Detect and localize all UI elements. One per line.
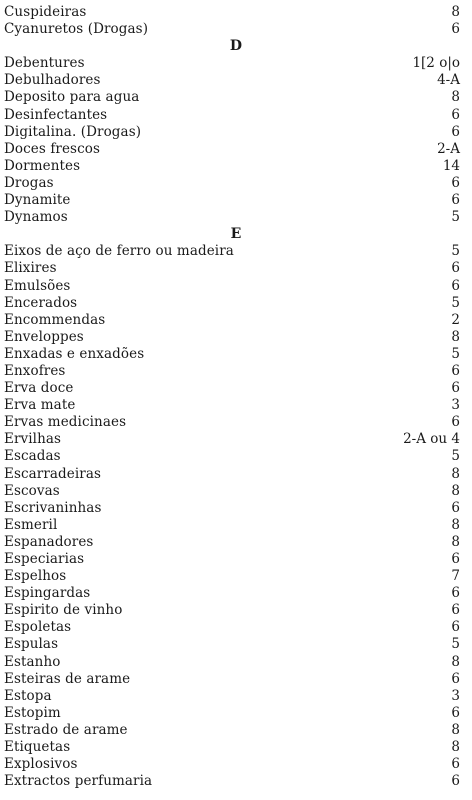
list-item xyxy=(4,517,460,534)
list-item xyxy=(4,568,460,585)
item-class-value: 6 xyxy=(451,380,460,397)
list-item xyxy=(4,551,460,568)
item-class-value: 6 xyxy=(451,277,460,294)
item-name: Deposito para agua xyxy=(4,89,140,106)
item-class-value: 5 xyxy=(451,243,460,260)
list-item xyxy=(4,688,460,705)
list-item xyxy=(4,329,460,346)
item-name: Encerados xyxy=(4,294,78,311)
list-item xyxy=(4,466,460,483)
item-class-value: 8 xyxy=(451,465,460,482)
item-name: Debulhadores xyxy=(4,72,101,89)
item-name: Espulas xyxy=(4,636,59,653)
item-name: Escovas xyxy=(4,482,60,499)
list-item xyxy=(4,739,460,756)
list-item xyxy=(4,312,460,329)
item-class-value: 14 xyxy=(442,157,460,174)
item-name: Drogas xyxy=(4,174,54,191)
item-name: Ervilhas xyxy=(4,431,62,448)
item-class-value: 5 xyxy=(451,448,460,465)
item-name: Explosivos xyxy=(4,756,78,773)
list-item xyxy=(4,363,460,380)
item-name: Espelhos xyxy=(4,568,67,585)
item-class-value: 8 xyxy=(451,482,460,499)
item-name: Cyanuretos (Drogas) xyxy=(4,21,149,38)
list-item xyxy=(4,243,460,260)
item-name: Escarradeiras xyxy=(4,465,102,482)
item-class-value: 6 xyxy=(451,174,460,191)
list-item xyxy=(4,534,460,551)
item-class-value: 6 xyxy=(451,619,460,636)
list-item xyxy=(4,55,460,72)
item-name: Estopa xyxy=(4,687,52,704)
list-item xyxy=(4,346,460,363)
item-name: Escrivaninhas xyxy=(4,499,102,516)
item-name: Especiarias xyxy=(4,551,85,567)
item-name: Enveloppes xyxy=(4,328,84,345)
item-class-value: 6 xyxy=(451,123,460,140)
item-name: Espingardas xyxy=(4,585,91,602)
item-class-value: 8 xyxy=(451,328,460,345)
list-item xyxy=(4,654,460,671)
item-name: Doces frescos xyxy=(4,140,101,157)
item-name: Estrado de arame xyxy=(4,721,128,738)
list-item xyxy=(4,602,460,619)
item-class-value: 6 xyxy=(451,551,460,567)
item-name: Estanho xyxy=(4,653,61,670)
section-heading: D xyxy=(229,38,243,55)
item-name: Debentures xyxy=(4,55,85,72)
item-class-value: 3 xyxy=(451,687,460,704)
list-item xyxy=(4,500,460,517)
list-item xyxy=(4,397,460,414)
item-class-value: 6 xyxy=(451,585,460,602)
list-item xyxy=(4,448,460,465)
list-item xyxy=(4,278,460,295)
item-class-value: 1[2 o|o xyxy=(412,55,460,72)
list-item xyxy=(4,107,460,124)
item-class-value: 8 xyxy=(451,653,460,670)
item-class-value: 7 xyxy=(451,568,460,585)
item-class-value: 8 xyxy=(451,533,460,550)
item-name: Eixos de aço de ferro ou madeira xyxy=(4,243,234,260)
item-name: Cuspideiras xyxy=(4,4,87,20)
item-name: Erva doce xyxy=(4,380,74,397)
item-class-value: 5 xyxy=(451,209,460,226)
list-item xyxy=(4,414,460,431)
item-name: Esteiras de arame xyxy=(4,670,131,687)
item-name: Enxadas e enxadões xyxy=(4,345,145,362)
item-class-value: 6 xyxy=(451,670,460,687)
list-item xyxy=(4,619,460,636)
section-heading: E xyxy=(230,226,242,243)
item-name: Espoletas xyxy=(4,619,72,636)
item-class-value: 5 xyxy=(451,636,460,653)
item-class-value: 4-A xyxy=(437,72,460,89)
item-class-value: 6 xyxy=(451,602,460,619)
list-item xyxy=(4,4,460,21)
list-item xyxy=(4,773,460,790)
list-item xyxy=(4,21,460,38)
item-name: Desinfectantes xyxy=(4,106,108,123)
item-class-value: 6 xyxy=(451,362,460,379)
item-class-value: 3 xyxy=(451,397,460,414)
item-class-value: 2 xyxy=(451,311,460,328)
item-class-value: 6 xyxy=(451,414,460,431)
item-class-value: 6 xyxy=(451,192,460,209)
item-class-value: 6 xyxy=(451,704,460,721)
item-class-value: 6 xyxy=(451,106,460,123)
item-name: Erva mate xyxy=(4,397,76,414)
list-item xyxy=(4,483,460,500)
item-class-value: 8 xyxy=(451,89,460,106)
item-class-value: 6 xyxy=(451,756,460,773)
item-class-value: 8 xyxy=(451,721,460,738)
item-name: Extractos perfumaria xyxy=(4,773,153,790)
list-item xyxy=(4,722,460,739)
item-class-value: 6 xyxy=(451,499,460,516)
item-name: Ervas medicinaes xyxy=(4,414,127,431)
item-class-value: 8 xyxy=(451,4,460,20)
list-item xyxy=(4,89,460,106)
list-item xyxy=(4,260,460,277)
item-class-value: 6 xyxy=(451,21,460,38)
list-item xyxy=(4,431,460,448)
list-item xyxy=(4,585,460,602)
item-class-value: 8 xyxy=(451,516,460,533)
item-class-value: 6 xyxy=(451,773,460,790)
list-item xyxy=(4,756,460,773)
item-class-value: 8 xyxy=(451,739,460,756)
list-item xyxy=(4,72,460,89)
item-class-value: 2-A xyxy=(437,140,460,157)
item-name: Etiquetas xyxy=(4,739,71,756)
item-name: Dynamos xyxy=(4,209,68,226)
item-name: Emulsões xyxy=(4,277,71,294)
list-item xyxy=(4,175,460,192)
item-name: Dynamite xyxy=(4,192,71,209)
item-name: Estopim xyxy=(4,704,61,721)
item-name: Espanadores xyxy=(4,533,94,550)
item-class-value: 5 xyxy=(451,294,460,311)
item-name: Espirito de vinho xyxy=(4,602,123,619)
item-class-value: 5 xyxy=(451,345,460,362)
list-item xyxy=(4,141,460,158)
list-item xyxy=(4,192,460,209)
item-name: Digitalina. (Drogas) xyxy=(4,123,142,140)
item-class-value: 2-A ou 4 xyxy=(403,431,460,448)
list-item xyxy=(4,295,460,312)
item-name: Encommendas xyxy=(4,311,106,328)
item-name: Dormentes xyxy=(4,157,81,174)
item-name: Enxofres xyxy=(4,362,66,379)
list-item xyxy=(4,209,460,226)
list-item xyxy=(4,158,460,175)
item-name: Esmeril xyxy=(4,516,58,533)
list-item xyxy=(4,380,460,397)
list-item xyxy=(4,705,460,722)
list-item xyxy=(4,636,460,653)
item-name: Escadas xyxy=(4,448,61,465)
list-item xyxy=(4,124,460,141)
item-name: Elixires xyxy=(4,260,57,277)
list-item xyxy=(4,671,460,688)
item-class-value: 6 xyxy=(451,260,460,277)
